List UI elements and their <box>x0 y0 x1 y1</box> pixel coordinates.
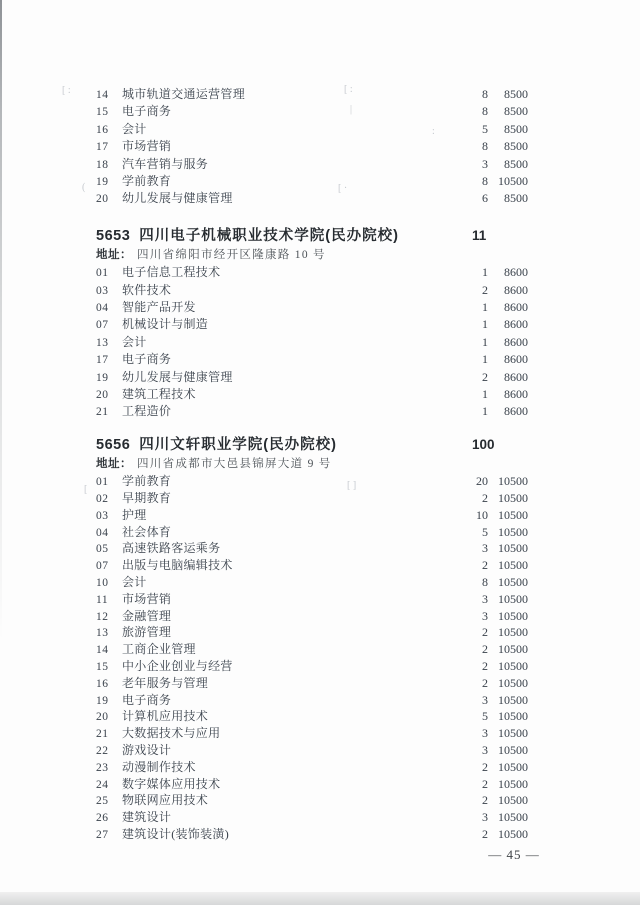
major-quota: 2 <box>482 282 488 297</box>
major-quota: 2 <box>482 642 488 657</box>
major-row <box>96 826 528 843</box>
major-row <box>96 591 528 608</box>
major-fee: 8600 <box>504 334 528 349</box>
major-row <box>96 473 528 490</box>
major-fee: 8600 <box>504 352 528 367</box>
major-fee: 8500 <box>504 87 528 101</box>
major-name: 金融管理 <box>122 608 172 623</box>
major-number: 07 <box>96 560 109 573</box>
major-fee: 8500 <box>504 121 528 136</box>
scan-bottom-edge-shadow <box>0 892 640 905</box>
major-quota: 3 <box>482 743 488 757</box>
major-number: 04 <box>96 302 109 315</box>
major-fee: 10500 <box>498 709 528 724</box>
major-row <box>96 334 528 351</box>
major-number: 17 <box>96 354 109 367</box>
major-fee: 10500 <box>498 692 528 707</box>
major-number: 16 <box>96 677 109 690</box>
major-fee: 10500 <box>498 826 528 841</box>
scan-artifact: [ : <box>62 85 71 96</box>
school-code: 5656 <box>96 436 131 453</box>
major-row <box>96 759 528 776</box>
school-total-quota: 11 <box>472 227 487 243</box>
major-number: 01 <box>96 476 109 489</box>
major-number: 22 <box>96 745 109 757</box>
major-row <box>96 792 528 809</box>
major-number: 01 <box>96 267 109 280</box>
school-code: 5653 <box>96 227 131 244</box>
school-total-quota: 100 <box>472 436 495 452</box>
major-name: 学前教育 <box>122 173 172 188</box>
address-label: 地址： <box>96 457 132 470</box>
major-number: 05 <box>96 543 109 556</box>
major-row <box>96 282 528 299</box>
major-number: 19 <box>96 694 109 707</box>
major-fee: 8600 <box>504 282 528 297</box>
major-rows <box>96 473 528 843</box>
major-number: 07 <box>96 319 109 332</box>
major-number: 20 <box>96 193 109 206</box>
major-quota: 10 <box>476 507 488 522</box>
major-quota: 2 <box>482 625 488 640</box>
address-line <box>96 456 640 474</box>
school-header <box>96 225 528 247</box>
major-name: 市场营销 <box>122 139 172 154</box>
major-row <box>96 173 528 190</box>
major-quota: 6 <box>482 191 488 206</box>
major-name: 旅游管理 <box>122 625 172 640</box>
major-name: 工商企业管理 <box>122 642 196 657</box>
major-number: 23 <box>96 761 109 774</box>
major-row <box>96 641 528 658</box>
major-name: 机械设计与制造 <box>122 317 209 332</box>
major-fee: 8600 <box>504 300 528 315</box>
address-text: 四川省绵阳市经开区隆康路 10 号 <box>137 248 326 261</box>
major-quota: 1 <box>482 265 488 280</box>
major-fee: 10500 <box>498 608 528 623</box>
major-fee: 10500 <box>498 474 528 489</box>
scan-artifact: : <box>432 126 435 137</box>
major-name: 电子商务 <box>122 692 172 707</box>
major-quota: 2 <box>482 759 488 774</box>
scan-artifact: [ ] <box>347 480 357 491</box>
major-quota: 1 <box>482 386 488 401</box>
school-header <box>96 434 528 456</box>
major-number: 12 <box>96 610 109 623</box>
major-row <box>96 692 528 709</box>
major-row <box>96 121 528 138</box>
major-quota: 8 <box>482 139 488 154</box>
major-row <box>96 540 528 557</box>
major-name: 会计 <box>122 575 147 590</box>
major-name: 动漫制作技术 <box>122 759 196 774</box>
major-name: 电子商务 <box>122 104 172 119</box>
major-number: 15 <box>96 106 109 119</box>
major-number: 16 <box>96 123 109 136</box>
major-name: 出版与电脑编辑技术 <box>122 558 233 573</box>
major-name: 学前教育 <box>122 474 172 489</box>
major-fee: 8500 <box>504 104 528 119</box>
major-number: 20 <box>96 711 109 724</box>
major-quota: 2 <box>482 793 488 808</box>
major-quota: 20 <box>476 474 488 489</box>
scan-left-edge-shadow <box>0 0 2 890</box>
major-number: 18 <box>96 158 109 171</box>
major-name: 高速铁路客运乘务 <box>122 541 221 556</box>
major-name: 会计 <box>122 121 147 136</box>
major-quota: 8 <box>482 575 488 590</box>
major-name: 幼儿发展与健康管理 <box>122 191 233 206</box>
major-fee: 8600 <box>504 369 528 384</box>
major-fee: 10500 <box>498 659 528 674</box>
major-number: 21 <box>96 728 109 741</box>
major-fee: 10500 <box>498 793 528 808</box>
major-quota: 8 <box>482 87 488 101</box>
address-text: 四川省成都市大邑县锦屏大道 9 号 <box>137 457 332 470</box>
major-row <box>96 299 528 316</box>
major-name: 汽车营销与服务 <box>122 156 209 171</box>
major-fee: 8600 <box>504 386 528 401</box>
major-fee: 10500 <box>498 743 528 757</box>
major-name: 护理 <box>122 507 147 522</box>
major-name: 计算机应用技术 <box>122 709 209 724</box>
major-fee: 10500 <box>498 776 528 791</box>
major-rows <box>96 264 528 421</box>
major-row <box>96 507 528 524</box>
major-quota: 2 <box>482 369 488 384</box>
major-quota: 2 <box>482 826 488 841</box>
school-section <box>96 225 640 421</box>
major-number: 27 <box>96 828 109 841</box>
major-number: 13 <box>96 627 109 640</box>
major-row <box>96 574 528 591</box>
major-quota: 3 <box>482 726 488 741</box>
major-quota: 1 <box>482 300 488 315</box>
major-fee: 10500 <box>498 558 528 573</box>
page-number: — 45 — <box>488 847 540 862</box>
major-row <box>96 190 528 207</box>
major-name: 社会体育 <box>122 524 172 539</box>
major-quota: 3 <box>482 692 488 707</box>
major-number: 15 <box>96 661 109 674</box>
major-row <box>96 675 528 692</box>
major-quota: 8 <box>482 104 488 119</box>
major-fee: 10500 <box>498 575 528 590</box>
major-quota: 1 <box>482 334 488 349</box>
major-fee: 10500 <box>498 591 528 606</box>
major-rows <box>96 86 528 208</box>
major-row <box>96 386 528 403</box>
major-quota: 3 <box>482 541 488 556</box>
major-number: 19 <box>96 371 109 384</box>
major-fee: 10500 <box>498 726 528 741</box>
school-name: 四川电子机械职业技术学院(民办院校) <box>139 227 399 244</box>
major-fee: 8500 <box>504 191 528 206</box>
major-fee: 8600 <box>504 265 528 280</box>
major-fee: 10500 <box>498 541 528 556</box>
major-number: 02 <box>96 493 109 506</box>
major-name: 电子信息工程技术 <box>122 265 221 280</box>
major-number: 11 <box>96 593 109 606</box>
major-fee: 8500 <box>504 156 528 171</box>
major-fee: 10500 <box>498 507 528 522</box>
major-quota: 3 <box>482 608 488 623</box>
major-name: 游戏设计 <box>122 743 172 757</box>
major-row <box>96 624 528 641</box>
major-fee: 8600 <box>504 404 528 419</box>
major-number: 04 <box>96 526 109 539</box>
major-row <box>96 369 528 386</box>
major-quota: 3 <box>482 810 488 825</box>
address-label: 地址： <box>96 248 132 261</box>
major-number: 24 <box>96 778 109 791</box>
major-name: 建筑设计 <box>122 810 172 825</box>
scan-artifact: | <box>350 104 353 115</box>
major-rows-continuation <box>96 86 640 208</box>
major-fee: 10500 <box>498 173 528 188</box>
major-row <box>96 138 528 155</box>
scan-artifact: [ · <box>338 183 348 194</box>
major-name: 中小企业创业与经营 <box>122 659 233 674</box>
major-name: 工程造价 <box>122 404 172 419</box>
major-row <box>96 86 528 103</box>
major-quota: 5 <box>482 709 488 724</box>
school-name: 四川文轩职业学院(民办院校) <box>139 436 337 453</box>
major-number: 21 <box>96 406 109 419</box>
major-name: 幼儿发展与健康管理 <box>122 369 233 384</box>
major-row <box>96 708 528 725</box>
major-name: 城市轨道交通运营管理 <box>122 87 246 101</box>
major-quota: 2 <box>482 659 488 674</box>
address-line <box>96 247 640 265</box>
major-row <box>96 490 528 507</box>
major-name: 市场营销 <box>122 591 172 606</box>
major-quota: 1 <box>482 352 488 367</box>
enrollment-table <box>96 86 640 843</box>
major-fee: 10500 <box>498 491 528 506</box>
major-fee: 8500 <box>504 139 528 154</box>
major-row <box>96 557 528 574</box>
scan-artifact: [ <box>84 484 88 495</box>
major-quota: 5 <box>482 121 488 136</box>
major-row <box>96 524 528 541</box>
major-name: 建筑工程技术 <box>122 386 196 401</box>
major-name: 数字媒体应用技术 <box>122 776 221 791</box>
major-fee: 10500 <box>498 759 528 774</box>
major-name: 会计 <box>122 334 147 349</box>
major-row <box>96 103 528 120</box>
major-name: 物联网应用技术 <box>122 793 209 808</box>
major-fee: 8600 <box>504 317 528 332</box>
major-number: 19 <box>96 175 109 188</box>
major-quota: 1 <box>482 404 488 419</box>
major-fee: 10500 <box>498 625 528 640</box>
major-number: 25 <box>96 795 109 808</box>
major-quota: 2 <box>482 491 488 506</box>
school-section <box>96 434 640 843</box>
major-name: 智能产品开发 <box>122 300 196 315</box>
major-row <box>96 351 528 368</box>
major-number: 26 <box>96 812 109 825</box>
major-quota: 8 <box>482 173 488 188</box>
major-row <box>96 156 528 173</box>
major-quota: 3 <box>482 591 488 606</box>
major-number: 13 <box>96 336 109 349</box>
major-row <box>96 776 528 793</box>
major-number: 14 <box>96 644 109 657</box>
major-number: 14 <box>96 89 109 101</box>
major-fee: 10500 <box>498 810 528 825</box>
major-row <box>96 658 528 675</box>
major-quota: 2 <box>482 776 488 791</box>
major-name: 建筑设计(装饰装潢) <box>122 826 229 841</box>
major-row <box>96 742 528 759</box>
major-row <box>96 264 528 281</box>
major-quota: 2 <box>482 675 488 690</box>
major-fee: 10500 <box>498 642 528 657</box>
major-row <box>96 725 528 742</box>
major-name: 软件技术 <box>122 282 172 297</box>
major-row <box>96 608 528 625</box>
major-quota: 1 <box>482 317 488 332</box>
major-quota: 5 <box>482 524 488 539</box>
major-row <box>96 316 528 333</box>
major-number: 03 <box>96 284 109 297</box>
major-number: 20 <box>96 388 109 401</box>
major-name: 早期教育 <box>122 491 172 506</box>
major-name: 大数据技术与应用 <box>122 726 221 741</box>
major-quota: 3 <box>482 156 488 171</box>
scan-artifact: [ : <box>344 84 353 95</box>
major-quota: 2 <box>482 558 488 573</box>
major-name: 电子商务 <box>122 352 172 367</box>
major-fee: 10500 <box>498 675 528 690</box>
major-number: 17 <box>96 141 109 154</box>
major-number: 10 <box>96 577 109 590</box>
major-fee: 10500 <box>498 524 528 539</box>
major-row <box>96 403 528 420</box>
scan-artifact: ( <box>82 182 86 193</box>
major-row <box>96 809 528 826</box>
major-number: 03 <box>96 509 109 522</box>
major-name: 老年服务与管理 <box>122 675 209 690</box>
